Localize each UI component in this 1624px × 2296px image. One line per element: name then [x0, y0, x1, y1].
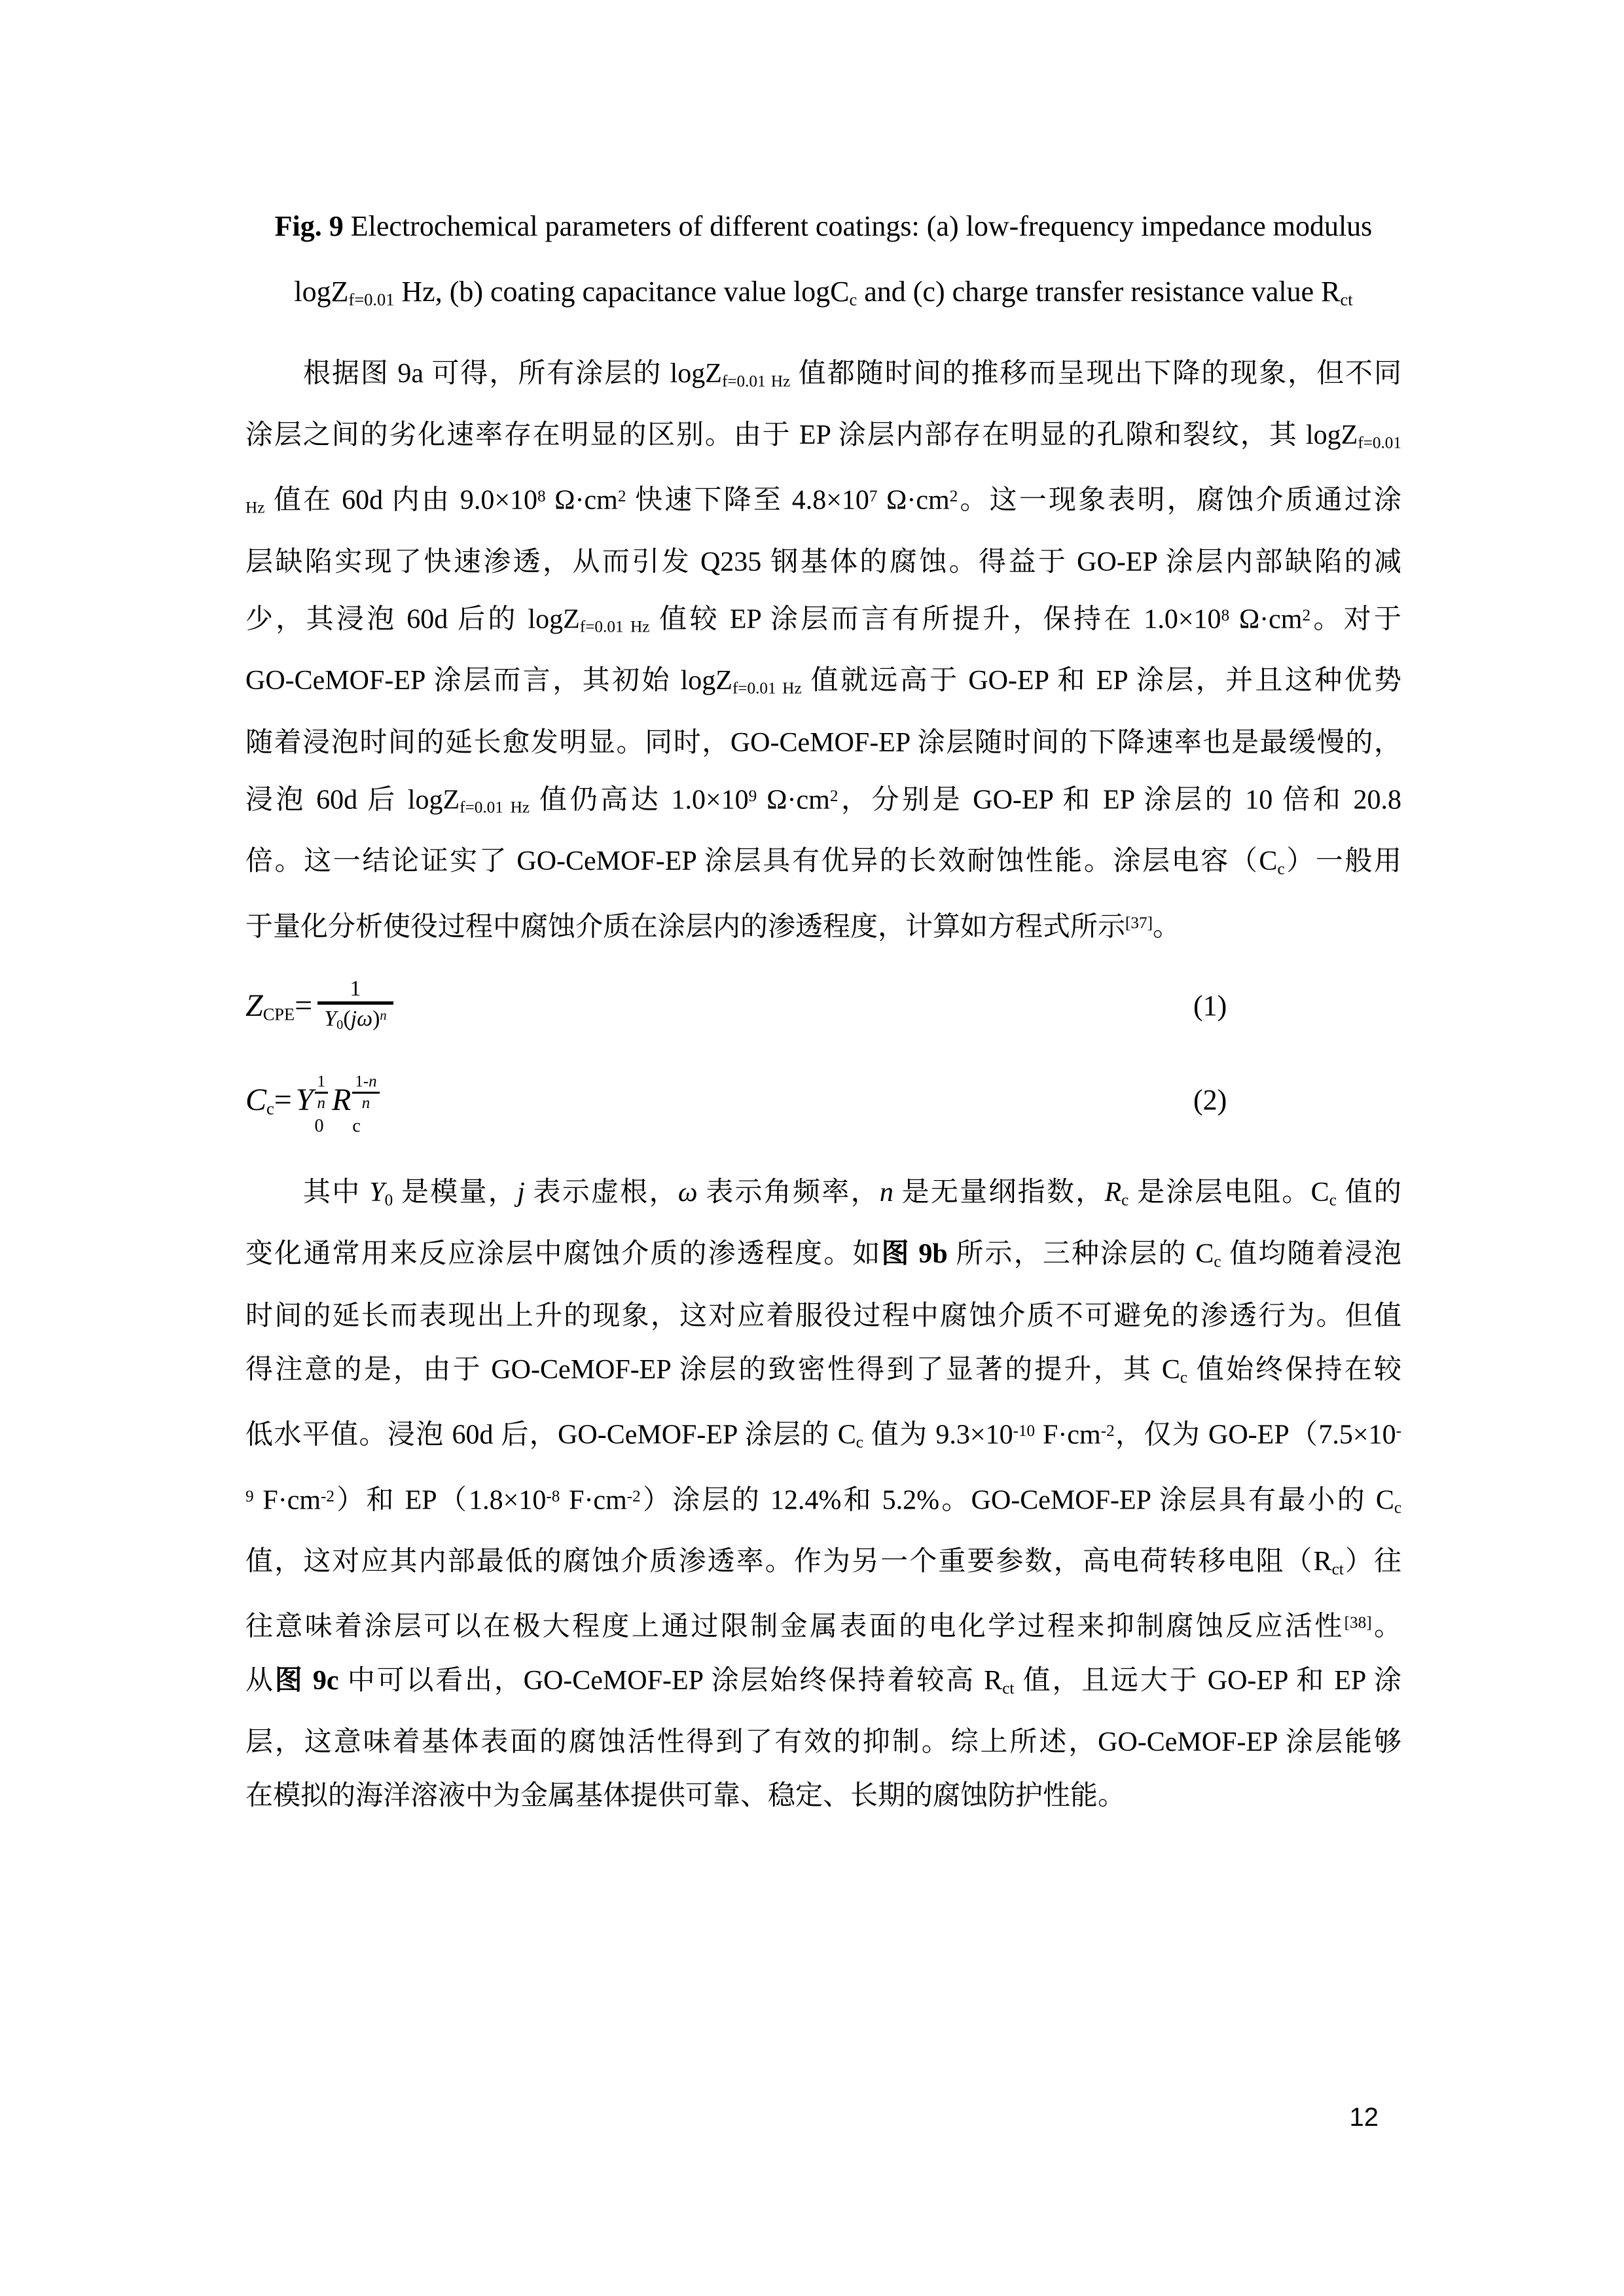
equation-1-fraction	[317, 976, 393, 1033]
equation-1	[245, 963, 1401, 1049]
exponent-numerator: 1	[315, 1073, 329, 1094]
text-line: 往意味着涂层可以在极大程度上通过限制金属表面的电化学过程来抑制腐蚀反应活性[38]。	[245, 1611, 1401, 1642]
equation-2	[245, 1049, 1401, 1151]
text-line: $_{Hz}$ 值在 60d 内由 $9.0\times 10^8$ $\Omega\cdot cm^2$ 快速下降至 $4.8\times 10^7$ $\Omega\cdot cm^2$。这一现象表明，腐蚀介质通过涂	[245, 485, 1402, 517]
text-line: 于量化分析使役过程中腐蚀介质在涂层内的渗透程度，计算如方程式所示[37]。	[245, 911, 1180, 942]
text-line: $^9$ $F\cdot cm^{-2}$）和 $EP(1.8\times 10^{-8}$ $F\cdot cm^{-2}$）涂层的 12.4%和 5.2%。GO-CeMOF-EP 涂层具有最小的 $C_c$	[245, 1484, 1402, 1517]
paragraph-2	[245, 1166, 1401, 1823]
equation-2-term1-exponent	[315, 1073, 329, 1114]
base-subscript: c	[352, 1116, 361, 1137]
text-line: 值，这对应其内部最低的腐蚀介质渗透率。作为另一个重要参数，高电荷转移电阻$(R_{ct})$往	[245, 1547, 1401, 1579]
text-line: GO-CeMOF-EP 涂层而言，其初始 logZ$_{f=0.01 Hz}$ 值就远高于 GO-EP 和 EP 涂层，并且这种优势	[245, 666, 1402, 698]
text-line: 层缺陷实现了快速渗透，从而引发 Q235 钢基体的腐蚀。得益于 GO-EP 涂层内部缺陷的减	[245, 547, 1401, 577]
text-line: 涂层之间的劣化速率存在明显的区别。由于 EP 涂层内部存在明显的孔隙和裂纹，其 logZ$_{f=0.01}$	[245, 420, 1401, 452]
figure-caption-line2: logZ$_{f=0.01}$ Hz, (b) coating capacitance value logC$_c$ and (c) charge transfer resistance value $R_{ct}$	[294, 276, 1353, 310]
paragraph-1	[245, 347, 1401, 954]
figure-caption-line1: Fig. 9 Electrochemical parameters of different coatings: (a) low-frequency impedance modulus	[274, 210, 1373, 242]
equation-2-term2-exponent	[352, 1073, 379, 1114]
equation-2-label: (2)	[1193, 1084, 1227, 1117]
exponent-numerator: 1-n	[352, 1073, 379, 1094]
text-line: 低水平值。浸泡 60d 后，GO-CeMOF-EP 涂层的 $C_c$ 值为 $9.3\times 10^{-10}$ $F\cdot cm^{-2}$，仅为 GO-EP（7.5×10-	[245, 1420, 1402, 1452]
text-line: 少，其浸泡 60d 后的 logZ$_{f=0.01 Hz}$ 值较 EP 涂层而言有所提升，保持在 $1.0\times 10^8$ $\Omega\cdot cm^2$。对于	[245, 604, 1401, 636]
text-line: 随着浸泡时间的延长愈发明显。同时，GO-CeMOF-EP 涂层随时间的下降速率也是最缓慢的，	[245, 727, 1401, 758]
equation-2-term2-base: R	[332, 1083, 352, 1118]
text-line: 浸泡 60d 后 logZ$_{f=0.01 Hz}$ 值仍高达 $1.0\times 10^9$ $\Omega\cdot cm^2$，分别是 GO-EP 和 EP 涂层的 10 倍和 20.8	[245, 785, 1402, 817]
equation-1-denominator: $Y_0(j\omega)^n$	[317, 1001, 393, 1033]
page-number: 12	[1349, 2103, 1379, 2132]
text-line: 时间的延长而表现出上升的现象，这对应着服役过程中腐蚀介质不可避免的渗透行为。但值	[245, 1300, 1401, 1331]
text-line: 从图 9c 中可以看出，GO-CeMOF-EP 涂层始终保持着较高 $R_{ct}$ 值，且远大于 GO-EP 和 EP 涂	[245, 1665, 1401, 1698]
text-line: 根据图 9a 可得，所有涂层的 logZ$_{f=0.01 Hz}$ 值都随时间的推移而呈现出下降的现象，但不同	[303, 358, 1401, 390]
equation-2-term2-scripts	[352, 1073, 379, 1136]
equation-2-term2	[332, 1069, 380, 1137]
text-line: 在模拟的海洋溶液中为金属基体提供可靠、稳定、长期的腐蚀防护性能。	[245, 1781, 1126, 1812]
equation-1-numerator: 1	[350, 977, 361, 1001]
equation-2-term1	[295, 1069, 328, 1137]
equation-2-term1-base: Y	[295, 1083, 314, 1118]
equation-2-term1-scripts	[315, 1073, 329, 1136]
equation-1-label: (1)	[1193, 990, 1227, 1022]
text-line: 倍。这一结论证实了 GO-CeMOF-EP 涂层具有优异的长效耐蚀性能。涂层电容$(C_c)$一般用	[245, 846, 1401, 878]
figure-caption	[245, 194, 1401, 332]
base-subscript: 0	[314, 1116, 324, 1137]
text-line: 层，这意味着基体表面的腐蚀活性得到了有效的抑制。综上所述，GO-CeMOF-EP 涂层能够	[245, 1727, 1402, 1758]
text-line: 其中 $Y_0$ 是模量，j 表示虚根，ω 表示角频率，n 是无量纲指数，$R_c$ 是涂层电阻。$C_c$ 值的	[303, 1177, 1401, 1210]
text-line: 变化通常用来反应涂层中腐蚀介质的渗透程度。如图 9b 所示，三种涂层的 $C_c$ 值均随着浸泡	[245, 1239, 1401, 1271]
text-line: 得注意的是，由于 GO-CeMOF-EP 涂层的致密性得到了显著的提升，其 $C_c$ 值始终保持在较	[245, 1354, 1401, 1386]
equation-2-lhs: $C_c=$	[245, 1082, 292, 1119]
equation-1-lhs: $Z_{CPE}=$	[245, 988, 313, 1024]
page-content	[245, 194, 1401, 1823]
exponent-denominator: n	[361, 1094, 370, 1113]
exponent-denominator: n	[317, 1094, 326, 1113]
